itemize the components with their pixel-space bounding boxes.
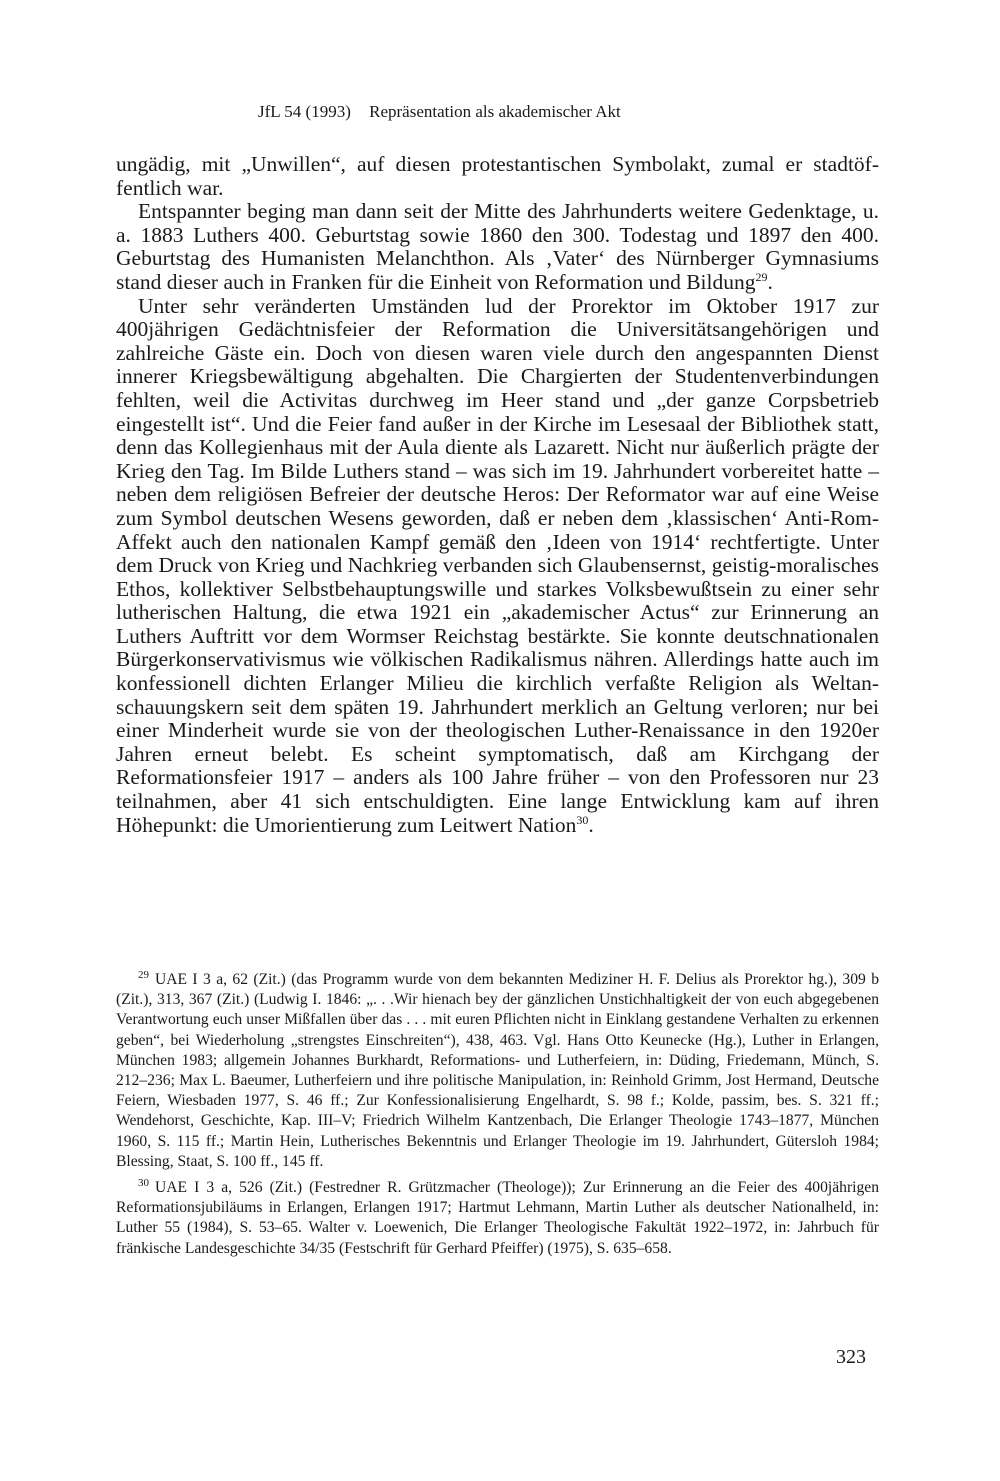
footnote-reference[interactable]: 30 [576,812,589,827]
footnote-number: 29 [138,968,149,981]
footnotes [116,970,879,1259]
footnote-number: 30 [138,1176,149,1189]
paragraph [116,200,879,294]
paragraph-end-punct: . [767,269,773,294]
footnote-text: UAE I 3 a, 62 (Zit.) (das Programm wurde von dem bekannten Mediziner H. F. Delius als Prorektor hg.), 309 b (Zit.), 313, 367 (Zit.) (Ludwig I. 1846: „. . .Wir hienach bey der gänzlichen Unstichhaltigkeit der von euch abgegebenen Verantwortung euch unser Mißfallen über das . . . mit euren Pflichten nicht in Einklang gestandene Verhalten zu erkennen geben“, bei Wiederholung „strengstes Einschreiten“), 438, 463. Vgl. Hans Otto Keunecke (Hg.), Luther in Erlangen, München 1983; allgemein Johannes Burkhardt, Reformations- und Lutherfeiern, in: Düding, Friedemann, Münch, S. 212–236; Max L. Baeumer, Lutherfeiern und ihre politische Manipulation, in: Reinhold Grimm, Jost Hermand, Deutsche Feiern, Wiesbaden 1977, S. 46 ff.; Zur Konfessionalisierung Engelhardt, S. 98 f.; Kolde, passim, bes. S. 321 ff.; Wendehorst, Geschichte, Kap. III–V; Friedrich Wilhelm Kantzenbach, Die Erlanger Theologie 1743–1877, München 1960, S. 115 ff.; Martin Hein, Lutherisches Bekenntnis und Erlanger Theologie im 19. Jahrhundert, Gütersloh 1984; Blessing, Staat, S. 100 ff., 145 ff. [116,971,879,1170]
paragraph [116,295,879,838]
footnote-reference[interactable]: 29 [755,269,768,284]
footnote [116,1178,879,1259]
paragraph-text: ungädig, mit „Unwillen“, auf diesen protestantischen Symbolakt, zumal er stadtöffentlich war. [116,152,879,200]
paragraph-text: Unter sehr veränderten Umständen lud der Prorektor im Oktober 1917 zur 400jährigen Gedächtnisfeier der Reformation die Universitätsangehörigen und zahlreiche Gäste ein. Doch von diesen waren viele durch den angespannten Dienst innerer Kriegsbewältigung abgehalten. Die Chargierten der Studentenverbindungen fehlten, weil die Activitas durchweg im Heer stand und „der ganze Corpsbetrieb eingestellt ist“. Und die Feier fand außer in der Kirche im Lesesaal der Bibliothek statt, denn das Kollegienhaus mit der Aula diente als Lazarett. Nicht nur äußerlich prägte der Krieg den Tag. Im Bilde Luthers stand – was sich im 19. Jahrhundert vorbereitet hatte – neben dem religiösen Befreier der deutsche Heros: Der Reformator war auf eine Weise zum Symbol deutschen Wesens geworden, daß er neben dem ‚klassischen‘ Anti-Rom-Affekt auch den nationalen Kampf gemäß den ‚Ideen von 1914‘ rechtfertigte. Unter dem Druck von Krieg und Nachkrieg verbanden sich Glaubensernst, geistig-moralisches Ethos, kollektiver Selbstbehauptungswille und starkes Volksbewußtsein zu einer sehr lutherischen Haltung, die etwa 1921 ein „akademischer Actus“ zur Erinnerung an Luthers Auftritt vor dem Wormser Reichstag bestärkte. Sie konnte deutschnationalen Bürgerkonservativismus wie völkischen Radikalismus nähren. Allerdings hatte auch im konfessionell dichten Erlanger Milieu die kirchlich verfaßte Religion als Weltanschauungskern seit dem späten 19. Jahrhundert merklich an Geltung verloren; nur bei einer Minderheit wurde sie von der theologischen Luther-Renaissance in den 1920er Jahren erneut belebt. Es scheint symptomatisch, daß am Kirchgang der Reformationsfeier 1917 – anders als 100 Jahre früher – von den Professoren nur 23 teilnahmen, aber 41 sich entschuldigten. Eine lange Entwicklung kam auf ihren Höhepunkt: die Umorientierung zum Leitwert Nation [116,293,879,837]
running-title: Repräsentation als akademischer Akt [369,102,621,121]
paragraph [116,153,879,200]
footnote-text: UAE I 3 a, 526 (Zit.) (Festredner R. Grützmacher (Theologe)); Zur Erinnerung an die Feier des 400jährigen Reformationsjubiläums in Erlangen, Erlangen 1917; Hartmut Lehmann, Martin Luther als deutscher Nationalheld, in: Luther 55 (1984), S. 53–65. Walter v. Loewenich, Die Erlanger Theologische Fakultät 1922–1972, in: Jahrbuch für fränkische Landesgeschichte 34/35 (Festschrift für Gerhard Pfeiffer) (1975), S. 635–658. [116,1179,879,1257]
page-number: 323 [836,1346,866,1368]
journal-reference: JfL 54 (1993) [258,102,351,121]
main-text [116,153,879,837]
paragraph-end-punct: . [588,812,594,837]
footnote [116,970,879,1172]
running-header [258,100,758,124]
paragraph-text: Entspannter beging man dann seit der Mitte des Jahrhunderts weitere Gedenktage, u. a. 1883 Luthers 400. Geburtstag sowie 1860 den 300. Todestag und 1897 den 400. Geburtstag des Humanisten Melanchthon. Als ‚Vater‘ des Nürnberger Gymnasiums stand dieser auch in Franken für die Einheit von Reformation und Bildung [116,199,879,294]
